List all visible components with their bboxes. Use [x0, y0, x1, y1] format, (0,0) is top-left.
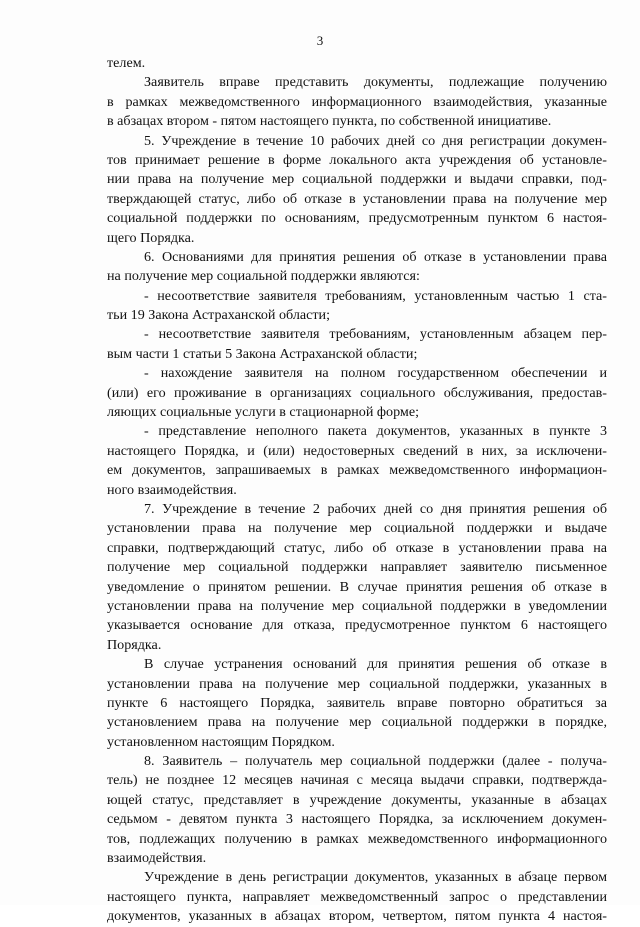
text-line: (или) его проживание в организациях социального обслуживания, предостав-: [107, 384, 607, 401]
text-line: телем.: [107, 55, 146, 71]
text-line: в абзацах втором - пятом настоящего пункта, по собственной инициативе.: [107, 113, 552, 130]
text-line: 5. Учреждение в течение 10 рабочих дней со дня регистрации докумен-: [144, 132, 607, 149]
text-line: ляющих социальные услуги в стационарной форме;: [107, 404, 420, 421]
text-line: седьмом - девятом пункта 3 настоящего Порядка, за исключением докумен-: [107, 811, 607, 828]
text-line: установлении права на получение мер социальной поддержки, указанных в: [107, 675, 607, 692]
text-line: Заявитель вправе представить документы, подлежащие получению: [144, 74, 607, 91]
text-line: уведомление о принятом решении. В случае принятия решения об отказе в: [107, 578, 607, 595]
text-line: социальной поддержки по основаниям, предусмотренным пунктом 6 настоя-: [107, 210, 607, 227]
text-line: нии права на получение мер социальной поддержки и выдачи справки, под-: [107, 171, 607, 188]
text-line: 7. Учреждение в течение 2 рабочих дней со дня принятия решения об: [144, 500, 607, 517]
text-line: тьи 19 Закона Астраханской области;: [107, 307, 330, 324]
text-line: - нахождение заявителя на полном государственном обеспечении и: [144, 365, 607, 382]
document-body: [107, 54, 607, 927]
text-line: указывается основание для отказа, предусмотренное пунктом 6 настоящего: [107, 617, 607, 634]
text-line: В случае устранения оснований для принятия решения об отказе в: [144, 656, 607, 673]
text-line: ем документов, запрашиваемых в рамках межведомственного информацион-: [107, 462, 607, 479]
text-line: установлением права на получение мер социальной поддержки в порядке,: [107, 714, 607, 731]
text-line: установлении права на получение мер социальной поддержки и выдаче: [107, 520, 607, 537]
text-line: 6. Основаниями для принятия решения об отказе в установлении права: [144, 248, 607, 265]
text-line: - несоответствие заявителя требованиям, установленным абзацем пер-: [144, 326, 607, 343]
text-line: тов принимает решение в форме локального акта учреждения об установле-: [107, 151, 607, 168]
text-line: щего Порядка.: [107, 229, 195, 246]
text-line: получение мер социальной поддержки направляет заявителю письменное: [107, 559, 607, 576]
page-number: 3: [316, 33, 324, 48]
text-line: в рамках межведомственного информационного взаимодействия, указанные: [107, 93, 607, 110]
text-line: Порядка.: [107, 636, 162, 653]
text-line: 8. Заявитель – получатель мер социальной поддержки (далее - получа-: [144, 753, 607, 770]
text-line: тов, подлежащих получению в рамках межведомственного информационного: [107, 830, 607, 847]
text-line: тверждающей статус, либо об отказе в установлении права на получение мер: [107, 190, 607, 207]
text-line: взаимодействия.: [107, 850, 207, 867]
text-line: вым части 1 статьи 5 Закона Астраханской области;: [107, 345, 418, 362]
text-line: справки, подтверждающий статус, либо об отказе в установлении права на: [107, 539, 607, 556]
text-line: установлении права на получение мер социальной поддержки в уведомлении: [107, 597, 607, 614]
text-line: документов, указанных в абзацах втором, четвертом, пятом пункта 4 настоя-: [107, 908, 607, 925]
text-line: - несоответствие заявителя требованиям, установленным частью 1 ста-: [144, 287, 607, 304]
text-line: настоящего пункта, направляет межведомственный запрос о представлении: [107, 888, 607, 905]
text-line: ного взаимодействия.: [107, 481, 237, 498]
text-line: пункте 6 настоящего Порядка, заявитель вправе повторно обратиться за: [107, 694, 607, 711]
text-line: Учреждение в день регистрации документов, указанных в абзаце первом: [144, 869, 607, 886]
text-line: установленном настоящим Порядком.: [107, 733, 335, 750]
text-line: на получение мер социальной поддержки являются:: [107, 268, 420, 285]
text-line: ющей статус, представляет в учреждение документы, указанные в абзацах: [107, 791, 607, 808]
text-line: - представление неполного пакета документов, указанных в пункте 3: [144, 423, 607, 440]
text-line: тель) не позднее 12 месяцев начиная с месяца выдачи справки, подтвержда-: [107, 772, 607, 789]
text-line: настоящего Порядка, и (или) недостоверных сведений в них, за исключени-: [107, 442, 607, 459]
